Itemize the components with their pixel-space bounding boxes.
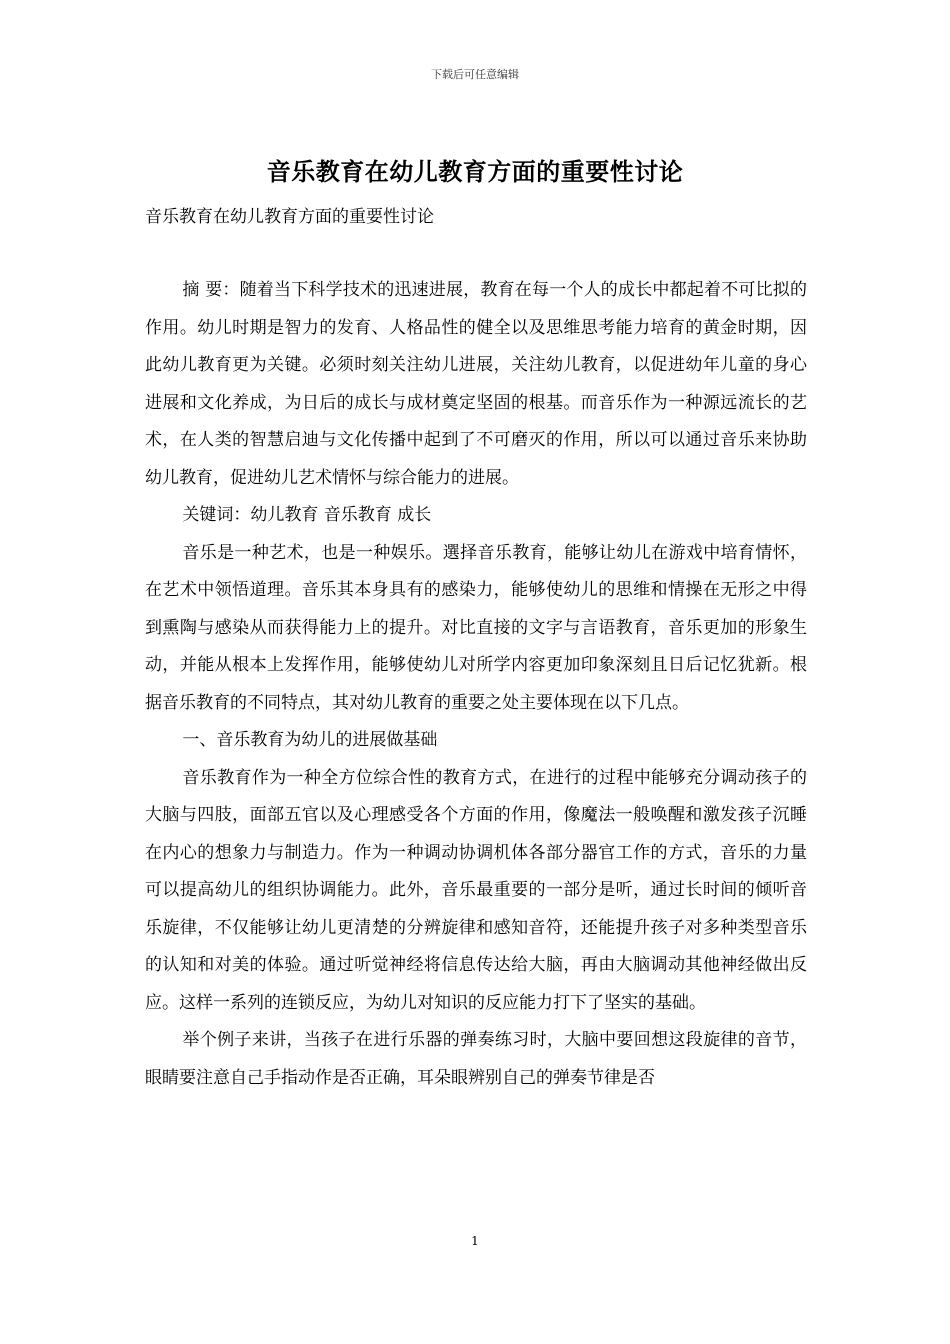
- document-title: 音乐教育在幼儿教育方面的重要性讨论: [266, 157, 684, 186]
- document-body: [145, 272, 807, 1097]
- body-paragraph: 音乐教育作为一种全方位综合性的教育方式，在进行的过程中能够充分调动孩子的大脑与四肢，面部五官以及心理感受各个方面的作用，像魔法一般唤醒和激发孩子沉睡在内心的想象力与制造力。作为一种调动协调机体各部分器官工作的方式，音乐的力量可以提高幼儿的组织协调能力。此外，音乐最重要的一部分是听，通过长时间的倾听音乐旋律，不仅能够让幼儿更清楚的分辨旋律和感知音符，还能提升孩子对多种类型音乐的认知和对美的体验。通过听觉神经将信息传达给大脑，再由大脑调动其他神经做出反应。这样一系列的连锁反应，为幼儿对知识的反应能力打下了坚实的基础。: [145, 767, 807, 1013]
- header-note: 下载后可任意编辑: [431, 68, 519, 81]
- keywords-paragraph: 关键词：幼儿教育 音乐教育 成长: [182, 505, 432, 525]
- section-heading: 一、音乐教育为幼儿的进展做基础: [182, 730, 438, 750]
- page-number: 1: [471, 1234, 479, 1248]
- document-subtitle: 音乐教育在幼儿教育方面的重要性讨论: [145, 207, 434, 227]
- body-paragraph: 举个例子来讲，当孩子在进行乐器的弹奏练习时，大脑中要回想这段旋律的音节，眼睛要注意自己手指动作是否正确，耳朵眼辨别自己的弹奏节律是否: [145, 1030, 807, 1088]
- intro-paragraph: 音乐是一种艺术，也是一种娱乐。選择音乐教育，能够让幼儿在游戏中培育情怀，在艺术中领悟道理。音乐其本身具有的感染力，能够使幼儿的思维和情操在无形之中得到熏陶与感染从而获得能力上的提升。对比直接的文字与言语教育，音乐更加的形象生动，并能从根本上发挥作用，能够使幼儿对所学内容更加印象深刻且日后记忆犹新。根据音乐教育的不同特点，其对幼儿教育的重要之处主要体现在以下几点。: [145, 542, 807, 713]
- abstract-paragraph: 摘 要：随着当下科学技术的迅速进展，教育在每一个人的成长中都起着不可比拟的作用。幼儿时期是智力的发育、人格品性的健全以及思维思考能力培育的黄金时期，因此幼儿教育更为关键。必须时刻关注幼儿进展，关注幼儿教育，以促进幼年儿童的身心进展和文化养成，为日后的成长与成材奠定坚固的根基。而音乐作为一种源远流长的艺术，在人类的智慧启迪与文化传播中起到了不可磨灭的作用，所以可以通过音乐来协助幼儿教育，促进幼儿艺术情怀与综合能力的进展。: [145, 280, 807, 488]
